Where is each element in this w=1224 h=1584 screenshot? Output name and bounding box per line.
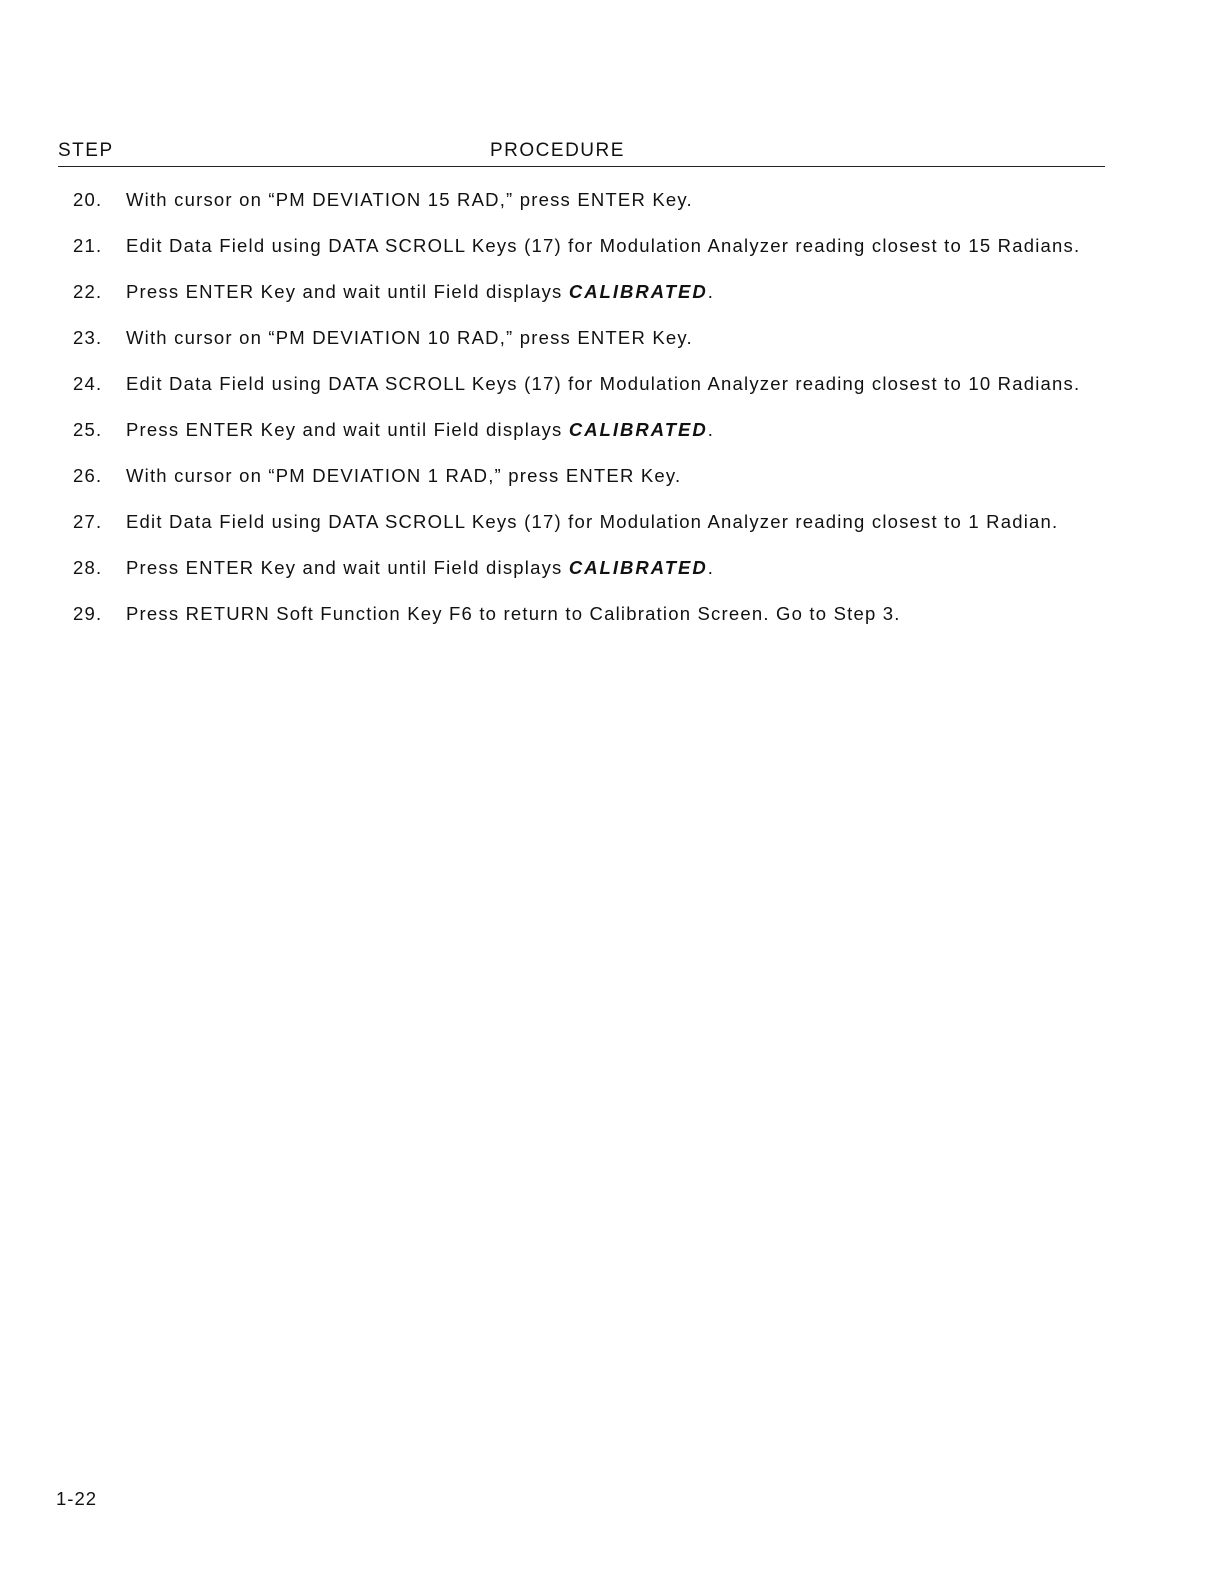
step-27: [58, 510, 1108, 533]
status-calibrated: CALIBRATED: [568, 281, 708, 302]
step-21: [58, 234, 1108, 257]
step-text: Edit Data Field using DATA SCROLL Keys (17) for Modulation Analyzer reading closest to 10 Radians.: [126, 373, 1081, 394]
step-number: 29.: [73, 603, 103, 624]
step-number: 27.: [73, 511, 103, 532]
status-calibrated: CALIBRATED: [568, 557, 708, 578]
status-calibrated: CALIBRATED: [568, 419, 708, 440]
step-number: 22.: [73, 281, 103, 302]
step-column-header: STEP: [58, 140, 114, 161]
step-text: Edit Data Field using DATA SCROLL Keys (17) for Modulation Analyzer reading closest to 1 Radian.: [126, 511, 1059, 532]
step-text: Press ENTER Key and wait until Field displays CALIBRATED.: [126, 281, 715, 302]
step-text: Press RETURN Soft Function Key F6 to return to Calibration Screen. Go to Step 3.: [126, 603, 901, 624]
step-29: [58, 602, 1108, 625]
table-header: [58, 140, 1105, 167]
step-text: Edit Data Field using DATA SCROLL Keys (17) for Modulation Analyzer reading closest to 15 Radians.: [126, 235, 1081, 256]
step-text: With cursor on “PM DEVIATION 15 RAD,” press ENTER Key.: [126, 189, 693, 210]
step-25: [58, 418, 1108, 441]
step-22: [58, 280, 1108, 303]
step-number: 26.: [73, 465, 103, 486]
step-number: 24.: [73, 373, 103, 394]
step-24: [58, 372, 1108, 395]
step-26: [58, 464, 1108, 487]
page-number: 1-22: [56, 1488, 98, 1509]
step-text: Press ENTER Key and wait until Field displays CALIBRATED.: [126, 419, 715, 440]
step-number: 28.: [73, 557, 103, 578]
step-text: Press ENTER Key and wait until Field displays CALIBRATED.: [126, 557, 715, 578]
step-text: With cursor on “PM DEVIATION 10 RAD,” press ENTER Key.: [126, 327, 693, 348]
step-number: 25.: [73, 419, 103, 440]
step-text: With cursor on “PM DEVIATION 1 RAD,” press ENTER Key.: [126, 465, 682, 486]
step-number: 21.: [73, 235, 103, 256]
step-20: [58, 188, 1108, 211]
step-number: 20.: [73, 189, 103, 210]
step-number: 23.: [73, 327, 103, 348]
procedure-steps: [58, 188, 1108, 648]
procedure-column-header: PROCEDURE: [490, 140, 625, 161]
step-28: [58, 556, 1108, 579]
step-23: [58, 326, 1108, 349]
